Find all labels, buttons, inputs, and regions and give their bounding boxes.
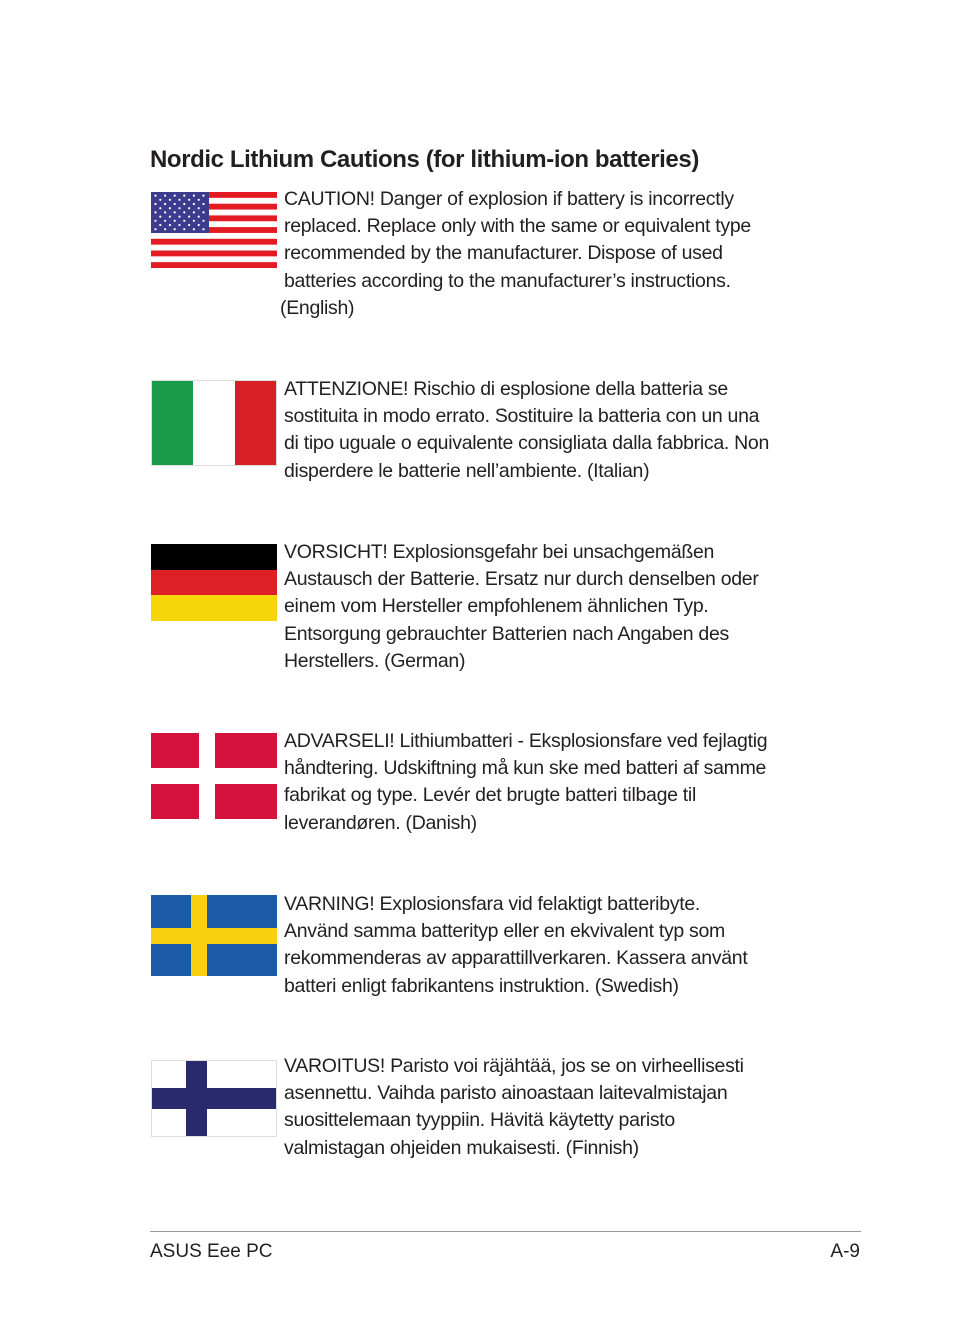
caution-line: batteri enligt fabrikantens instruktion. (Swedish) — [284, 974, 679, 997]
caution-line: valmistagan ohjeiden mukaisesti. (Finnish) — [284, 1136, 639, 1159]
usa-flag-icon — [151, 192, 277, 268]
germany-flag-icon — [151, 544, 277, 621]
caution-line: VORSICHT! Explosionsgefahr bei unsachgemäßen — [284, 541, 715, 563]
caution-line: recommended by the manufacturer. Dispose of used — [284, 242, 723, 265]
caution-english — [280, 186, 824, 322]
caution-line: rekommenderas av apparattillverkaren. Kassera använt — [284, 947, 748, 970]
caution-line: ADVARSELI! Lithiumbatteri - Eksplosionsfare ved fejlagtig — [284, 730, 768, 752]
footer-page-number: A-9 — [830, 1241, 860, 1262]
caution-line: einem vom Hersteller empfohlenem ähnlichen Typ. — [284, 595, 709, 618]
italy-flag-icon — [151, 380, 277, 466]
caution-line: håndtering. Udskiftning må kun ske med batteri af samme — [284, 757, 767, 780]
caution-line: ATTENZIONE! Rischio di esplosione della batteria se — [284, 378, 728, 400]
footer-product-name: ASUS Eee PC — [150, 1241, 273, 1262]
caution-line: fabrikat og type. Levér det brugte batteri tilbage til — [284, 784, 696, 807]
caution-line: Austausch der Batterie. Ersatz nur durch denselben oder — [284, 568, 759, 591]
caution-line: VARNING! Explosionsfara vid felaktigt batteribyte. — [284, 893, 700, 915]
caution-german — [284, 539, 824, 675]
caution-line: suosittelemaan tyyppiin. Hävitä käytetty paristo — [284, 1109, 675, 1132]
caution-line: disperdere le batterie nell’ambiente. (Italian) — [284, 459, 650, 482]
caution-line: asennettu. Vaihda paristo ainoastaan laitevalmistajan — [284, 1082, 728, 1105]
caution-line: batteries according to the manufacturer’s instructions. — [284, 269, 731, 292]
sweden-flag-icon — [151, 895, 277, 976]
caution-italian — [284, 376, 824, 485]
page-title: Nordic Lithium Cautions (for lithium-ion batteries) — [150, 146, 699, 173]
caution-line: Herstellers. (German) — [284, 649, 466, 672]
footer-divider — [150, 1231, 861, 1232]
caution-line: Entsorgung gebrauchter Batterien nach Angaben des — [284, 622, 729, 645]
caution-line: (English) — [280, 296, 355, 319]
caution-line: CAUTION! Danger of explosion if battery is incorrectly — [284, 188, 734, 210]
caution-line: di tipo uguale o equivalente consigliata dalla fabbrica. Non — [284, 432, 770, 455]
caution-line: replaced. Replace only with the same or equivalent type — [284, 215, 751, 238]
caution-line: Använd samma batterityp eller en ekvivalent typ som — [284, 920, 725, 943]
caution-swedish — [284, 891, 824, 1000]
caution-line: sostituita in modo errato. Sostituire la batteria con un una — [284, 405, 760, 428]
caution-danish — [284, 728, 824, 837]
caution-line: leverandøren. (Danish) — [284, 811, 477, 834]
finland-flag-icon — [151, 1060, 277, 1137]
caution-finnish — [284, 1053, 824, 1162]
caution-line: VAROITUS! Paristo voi räjähtää, jos se on virheellisesti — [284, 1055, 744, 1077]
denmark-flag-icon — [151, 733, 277, 819]
